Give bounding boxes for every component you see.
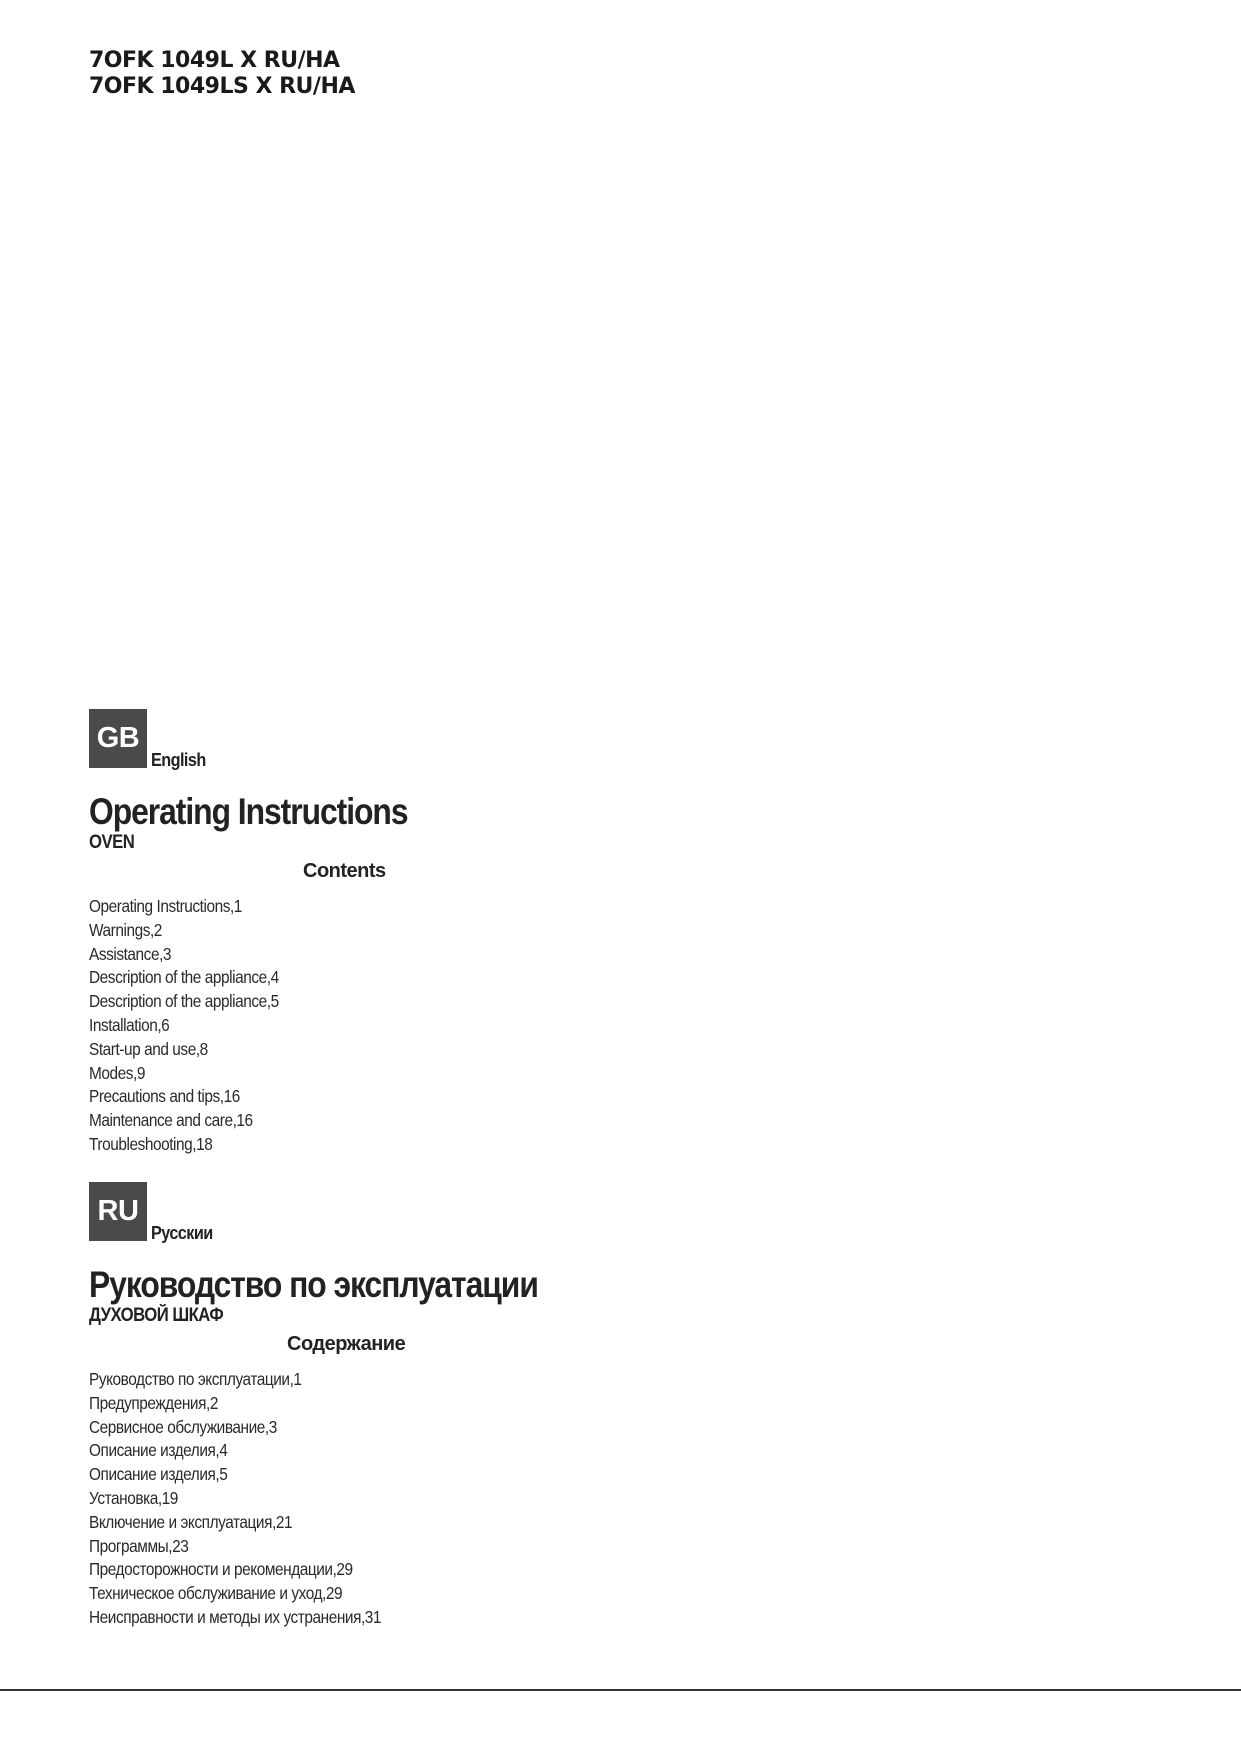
language-code-badge: GB	[89, 709, 147, 768]
language-name: Русскии	[151, 1223, 213, 1243]
document-title: Operating Instructions	[89, 791, 408, 832]
model-numbers	[89, 48, 355, 100]
toc-item: Installation,6	[89, 1014, 170, 1035]
toc-item: Assistance,3	[89, 943, 172, 964]
toc-item: Неисправности и методы их устранения,31	[89, 1606, 382, 1627]
table-of-contents	[89, 1368, 611, 1630]
language-name: English	[151, 750, 206, 770]
toc-item: Установка,19	[89, 1487, 178, 1508]
bottom-divider	[0, 1689, 1241, 1691]
document-title: Руководство по эксплуатации	[89, 1264, 538, 1305]
toc-item: Description of the appliance,5	[89, 991, 279, 1012]
language-section-ru	[89, 1182, 611, 1630]
contents-heading: Содержание	[287, 1333, 406, 1355]
contents-heading: Contents	[303, 860, 386, 882]
toc-item: Включение и эксплуатация,21	[89, 1511, 293, 1532]
toc-item: Руководство по эксплуатации,1	[89, 1369, 302, 1389]
toc-item: Maintenance and care,16	[89, 1110, 253, 1131]
toc-item: Start-up and use,8	[89, 1038, 208, 1059]
toc-item: Warnings,2	[89, 919, 162, 940]
toc-item: Precautions and tips,16	[89, 1086, 240, 1107]
toc-item: Техническое обслуживание и уход,29	[89, 1583, 343, 1604]
language-header	[89, 709, 459, 769]
toc-item: Предосторожности и рекомендации,29	[89, 1559, 353, 1580]
language-section-gb	[89, 709, 459, 1157]
toc-item: Troubleshooting,18	[89, 1133, 213, 1154]
table-of-contents	[89, 895, 459, 1157]
toc-item: Modes,9	[89, 1062, 145, 1083]
toc-item: Description of the appliance,4	[89, 967, 279, 988]
toc-item: Operating Instructions,1	[89, 896, 242, 916]
toc-item: Программы,23	[89, 1535, 189, 1556]
model-number: 7OFK 1049L X RU/HA	[89, 48, 340, 73]
toc-item: Сервисное обслуживание,3	[89, 1416, 277, 1437]
toc-item: Описание изделия,5	[89, 1464, 228, 1485]
language-code-badge: RU	[89, 1182, 147, 1241]
model-number: 7OFK 1049LS X RU/HA	[89, 74, 355, 99]
document-subtitle: ДУХОВОЙ ШКАФ	[89, 1305, 224, 1326]
toc-item: Предупреждения,2	[89, 1392, 218, 1413]
document-subtitle: OVEN	[89, 832, 135, 853]
language-header	[89, 1182, 611, 1242]
toc-item: Описание изделия,4	[89, 1440, 228, 1461]
